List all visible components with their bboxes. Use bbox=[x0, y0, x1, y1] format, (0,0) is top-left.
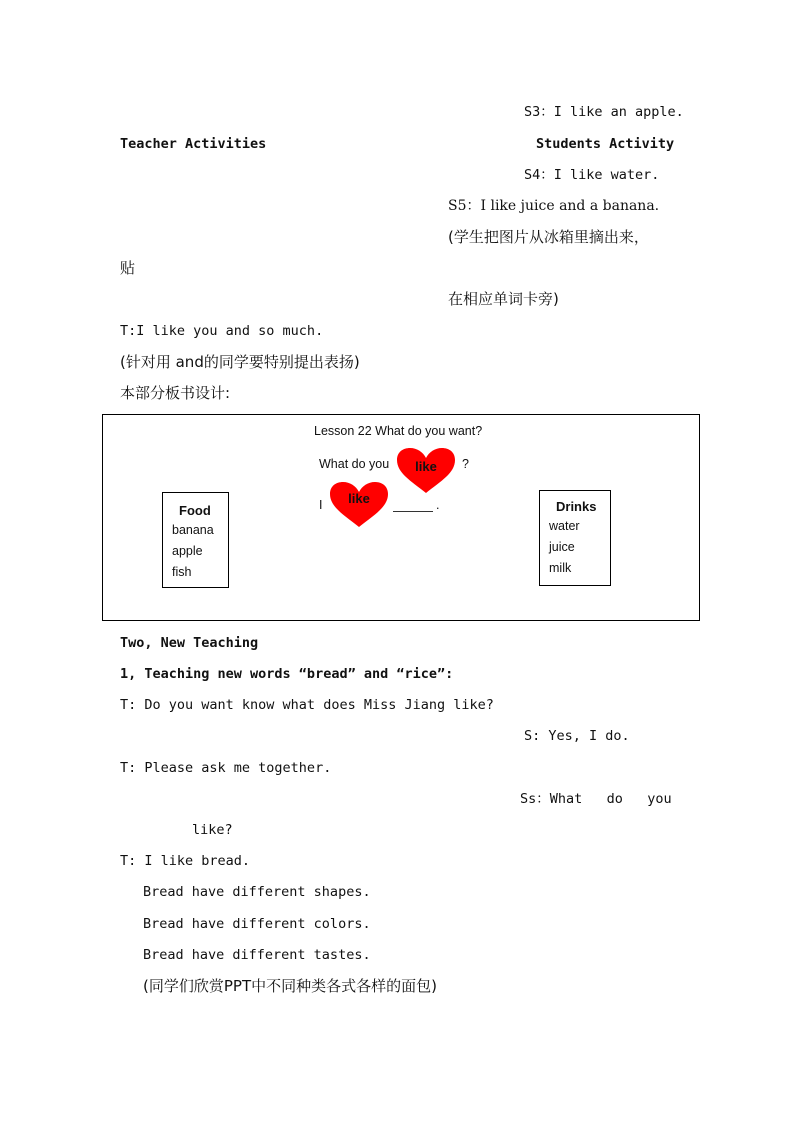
activity-note-line-3: 在相应单词卡旁) bbox=[448, 290, 559, 308]
board-question-prefix: What do you bbox=[319, 457, 390, 471]
student-line-s5: S5：I like juice and a banana. bbox=[448, 198, 660, 214]
student-line-s4: S4：I like water. bbox=[524, 167, 660, 183]
food-card-title: Food bbox=[179, 503, 211, 518]
praise-note: (针对用 and的同学要特别提出表扬) bbox=[120, 353, 360, 371]
heart-word-top: like bbox=[415, 459, 437, 474]
bread-line-shapes: Bread have different shapes. bbox=[143, 884, 371, 900]
ppt-note: (同学们欣赏PPT中不同种类各式各样的面包) bbox=[143, 977, 437, 995]
section-heading: Two, New Teaching bbox=[120, 635, 259, 651]
drinks-item: water bbox=[549, 519, 580, 533]
drinks-item: milk bbox=[549, 561, 572, 575]
heart-icon-like-bottom bbox=[328, 481, 390, 529]
food-item: apple bbox=[172, 544, 203, 558]
board-answer-prefix: I bbox=[319, 498, 323, 512]
heart-word-bottom: like bbox=[348, 491, 370, 506]
food-item: banana bbox=[172, 523, 214, 537]
teacher-question: T: Do you want know what does Miss Jiang like? bbox=[120, 697, 494, 713]
food-word-card bbox=[162, 492, 229, 588]
drinks-card-title: Drinks bbox=[556, 499, 597, 514]
teacher-statement: T: I like bread. bbox=[120, 853, 251, 869]
heart-icon-like-top bbox=[395, 447, 457, 495]
bread-line-tastes: Bread have different tastes. bbox=[143, 947, 371, 963]
student-reply: S: Yes, I do. bbox=[524, 728, 630, 744]
answer-blank bbox=[393, 511, 433, 512]
students-reply-line-2: like? bbox=[192, 822, 233, 838]
section-subheading: 1, Teaching new words “bread” and “rice”: bbox=[120, 666, 454, 682]
students-activity-heading: Students Activity bbox=[536, 136, 675, 152]
board-question-suffix: ? bbox=[462, 457, 469, 471]
board-title: Lesson 22 What do you want? bbox=[314, 424, 483, 438]
students-reply-line-1: Ss：What do you bbox=[520, 791, 672, 807]
student-line-s3: S3：I like an apple. bbox=[524, 104, 684, 120]
board-answer-suffix: . bbox=[436, 498, 440, 512]
food-item: fish bbox=[172, 565, 192, 579]
board-design-box bbox=[102, 414, 700, 621]
teacher-activities-heading: Teacher Activities bbox=[120, 136, 267, 152]
bread-line-colors: Bread have different colors. bbox=[143, 916, 371, 932]
activity-note-line-1: (学生把图片从冰箱里摘出来， bbox=[448, 228, 649, 246]
board-design-label: 本部分板书设计: bbox=[120, 384, 231, 402]
drinks-word-card bbox=[539, 490, 611, 586]
teacher-line: T:I like you and so much. bbox=[120, 323, 324, 339]
drinks-item: juice bbox=[549, 540, 575, 554]
teacher-prompt: T: Please ask me together. bbox=[120, 760, 332, 776]
activity-note-line-2: 贴 bbox=[120, 259, 136, 277]
